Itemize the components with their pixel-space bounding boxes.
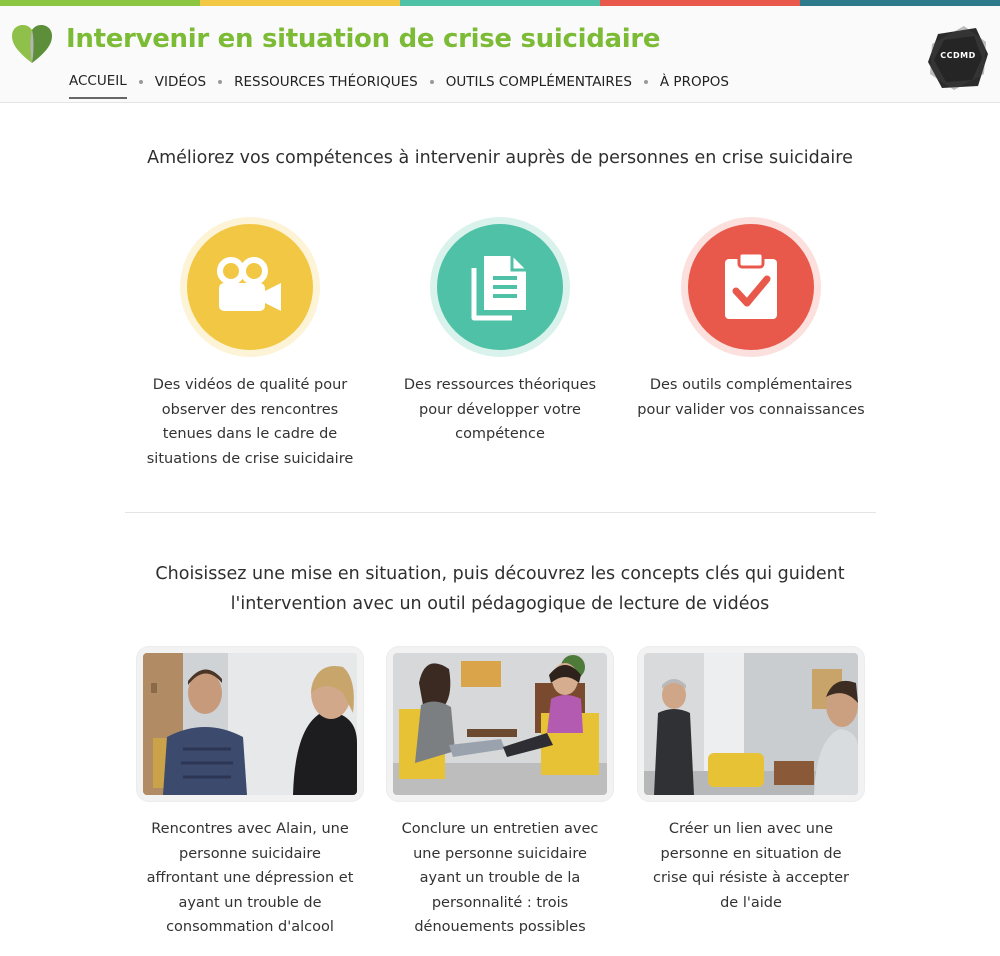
video-thumbnail[interactable] [137,647,363,801]
feature-ressources[interactable] [385,217,615,447]
video-thumbnail[interactable] [638,647,864,801]
main-nav [69,73,729,99]
feature-circle [437,224,563,350]
video-thumbnail[interactable] [387,647,613,801]
situation-card-lien[interactable] [636,647,866,915]
site-title[interactable]: Intervenir en situation de crise suicidaire [66,24,661,54]
feature-text: Des vidéos de qualité pour observer des rencontres tenues dans le cadre de situations de crise suicidaire [146,377,354,467]
video-scene-image [143,653,357,795]
feature-text: Des outils complémentaires pour valider vos connaissances [637,377,865,418]
clipboard-check-icon [721,251,781,323]
situations-title: Choisissez une mise en situation, puis découvrez les concepts clés qui guident l'intervention avec un outil pédagogique de lecture de vidéos [155,564,845,614]
situation-card-alain[interactable] [135,647,365,940]
video-scene-image [644,653,858,795]
video-scene-image [393,653,607,795]
nav-item-ressources[interactable]: RESSOURCES THÉORIQUES [234,74,418,90]
nav-item-apropos[interactable]: À PROPOS [659,74,729,90]
feature-videos[interactable] [135,217,365,471]
intro-title: Améliorez vos compétences à intervenir auprès de personnes en crise suicidaire [147,148,853,168]
feature-outils[interactable] [636,217,866,422]
situation-card-entretien[interactable] [385,647,615,940]
video-camera-icon [215,257,285,317]
nav-separator [139,80,143,84]
nav-separator [430,80,434,84]
ccdmd-logo-text: CCDMD [940,51,976,60]
feature-text: Des ressources théoriques pour développer votre compétence [403,377,597,442]
nav-separator [218,80,222,84]
ccdmd-logo[interactable] [924,24,992,92]
documents-icon [468,252,532,322]
feature-circle-halo [681,217,821,357]
feature-circle-halo [180,217,320,357]
nav-item-videos[interactable]: VIDÉOS [154,74,207,90]
site-header [0,6,1000,103]
nav-item-outils[interactable]: OUTILS COMPLÉMENTAIRES [445,74,632,90]
card-caption: Conclure un entretien avec une personne suicidaire ayant un trouble de la personnalité : trois dénouements possibles [401,821,599,935]
section-divider [125,512,876,513]
heart-logo-icon[interactable] [11,23,53,65]
nav-item-accueil[interactable]: ACCUEIL [69,73,127,99]
nav-separator [644,80,648,84]
feature-circle [187,224,313,350]
card-caption: Rencontres avec Alain, une personne suicidaire affrontant une dépression et ayant un trouble de consommation d'alcool [146,821,354,935]
feature-circle-halo [430,217,570,357]
card-caption: Créer un lien avec une personne en situation de crise qui résiste à accepter de l'aide [652,821,849,911]
feature-circle [688,224,814,350]
